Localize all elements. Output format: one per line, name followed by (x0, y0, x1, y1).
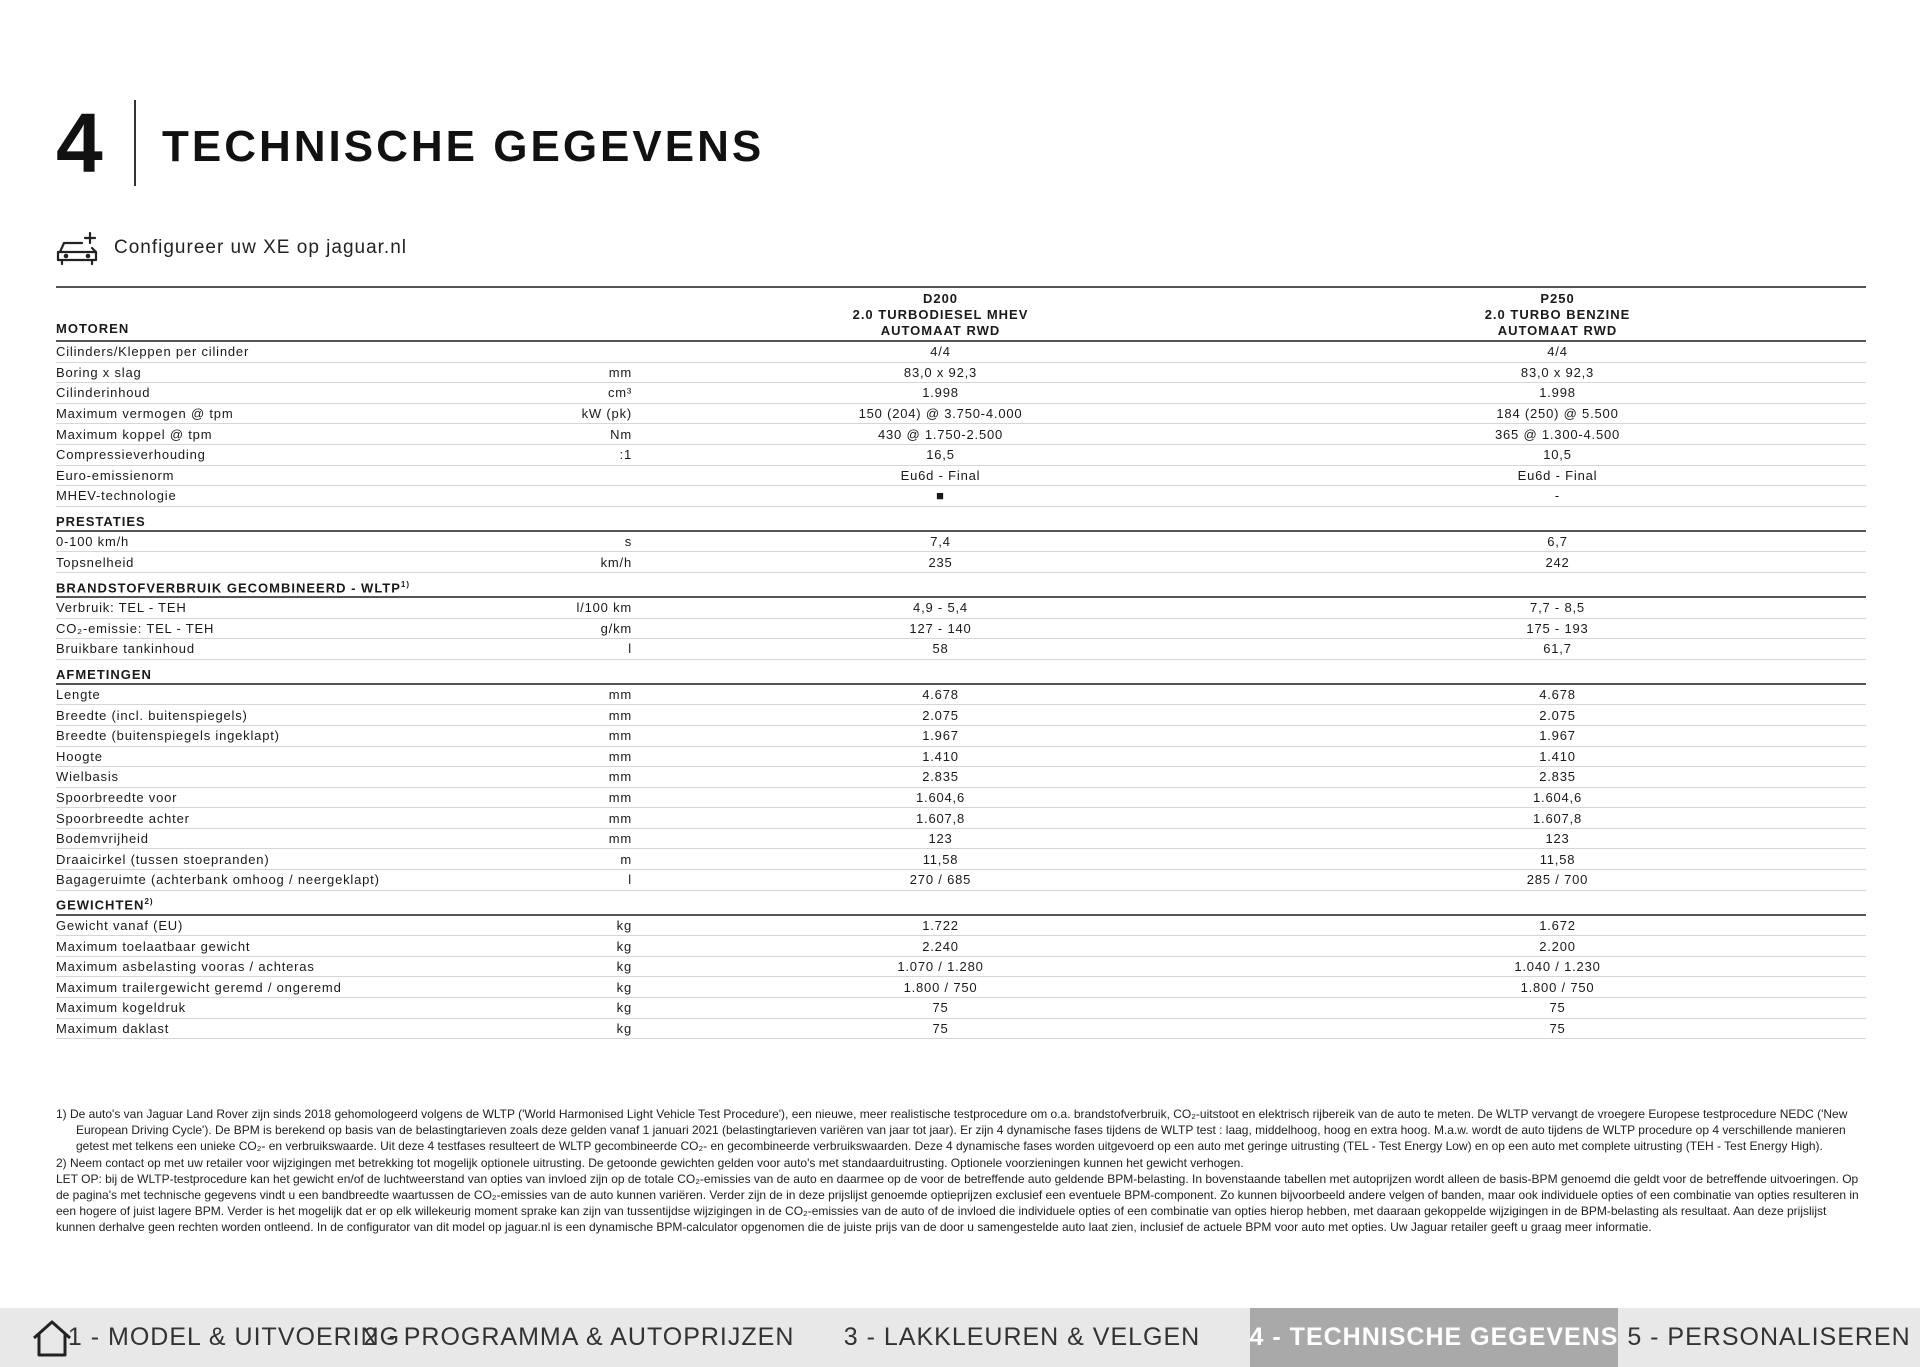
spec-value-p250: 10,5 (1543, 447, 1572, 463)
table-row (56, 383, 1866, 404)
spec-label: Maximum asbelasting vooras / achteras (56, 959, 315, 975)
spec-value-p250: 123 (1545, 831, 1570, 847)
spec-label: Lengte (56, 687, 101, 703)
spec-value-p250: 2.835 (1539, 769, 1576, 785)
table-row (56, 598, 1866, 619)
header-divider (134, 100, 136, 186)
column-header-line: AUTOMAAT RWD (1497, 323, 1618, 338)
spec-value-d200: ■ (936, 488, 945, 504)
table-row (56, 849, 1866, 870)
spec-label: Boring x slag (56, 364, 142, 380)
spec-label: Breedte (incl. buitenspiegels) (56, 707, 248, 723)
table-row (56, 445, 1866, 466)
spec-value-d200: 75 (932, 1020, 949, 1036)
section-number: 4 (56, 96, 103, 190)
spec-table-body (56, 342, 1866, 1039)
page-title: TECHNISCHE GEGEVENS (162, 122, 765, 171)
spec-table (56, 286, 1866, 1039)
section-title-text: GEWICHTEN (56, 897, 145, 913)
spec-value-p250: 1.998 (1539, 385, 1576, 401)
spec-value-p250: 365 @ 1.300-4.500 (1494, 426, 1621, 442)
spec-label: Draaicirkel (tussen stoepranden) (56, 851, 270, 867)
spec-value-p250: 11,58 (1539, 851, 1576, 867)
spec-value-d200: 2.240 (922, 938, 959, 954)
spec-value-d200: 1.410 (922, 748, 959, 764)
spec-label: MHEV-technologie (56, 488, 177, 504)
spec-value-p250: 285 / 700 (1526, 872, 1589, 888)
spec-value-d200: 1.967 (922, 728, 959, 744)
spec-unit: :1 (619, 447, 632, 463)
spec-value-p250: 184 (250) @ 5.500 (1496, 406, 1619, 422)
spec-table-header (56, 286, 1866, 342)
spec-unit: l (628, 872, 632, 888)
section-title (56, 580, 956, 595)
spec-value-d200: 4/4 (930, 344, 951, 360)
spec-value-p250: - (1554, 488, 1561, 504)
spec-value-p250: 75 (1549, 1020, 1566, 1036)
spec-value-d200: 123 (928, 831, 953, 847)
spec-value-p250: 2.200 (1539, 938, 1576, 954)
table-row (56, 552, 1866, 573)
nav-tab-model-uitvoering[interactable]: 1 - MODEL & UITVOERING (67, 1323, 401, 1351)
table-row (56, 957, 1866, 978)
bottom-navigation (0, 1308, 1920, 1367)
table-row (56, 685, 1866, 706)
spec-value-d200: 270 / 685 (909, 872, 972, 888)
spec-label: Cilinders/Kleppen per cilinder (56, 344, 250, 360)
table-row (56, 998, 1866, 1019)
spec-label: Euro-emissienorm (56, 467, 175, 483)
table-row (56, 1019, 1866, 1040)
section-title-text: PRESTATIES (56, 513, 146, 529)
table-row (56, 977, 1866, 998)
footnote-note: LET OP: bij de WLTP-testprocedure kan het gewicht en/of de luchtweerstand van opties van invloed zijn op de totale CO₂-emissies van de auto en daarmee op de voor de betreffende auto geldende BPM-belasting. In bovenstaande tabellen met autoprijzen wordt alleen de basis-BPM genoemd die geldt voor de betreffende uitvoeringen. Op de pagina's met technische gegevens vindt u een bandbreedte waartussen de CO₂-emissies van de auto kunnen variëren. Verder zijn de in deze prijslijst genoemde optieprijzen exclusief een eventuele BPM-component. Zo kunnen bijvoorbeeld andere velgen of banden, maar ook individuele opties of een combinatie van opties resulteren in een hogere of juist lagere BPM. Verder is het mogelijk dat er op elk willekeurig moment sprake kan zijn van tussentijdse wijzigingen in de CO₂-emissies van de auto of de invloed die individuele opties of een combinatie van opties hierop hebben, met daaraan gekoppelde wijzigingen in de BPM-belasting als resultaat. Aan deze prijslijst kunnen derhalve geen rechten worden ontleend. In de configurator van dit model op jaguar.nl is een dynamische BPM-calculator opgenomen die de juiste prijs van de door u samengestelde auto laat zien, inclusief de actuele BPM voor auto met opties. Uw Jaguar retailer geeft u graag meer informatie. (56, 1171, 1859, 1235)
spec-label: Gewicht vanaf (EU) (56, 917, 184, 933)
footnote-marker: 2) (144, 897, 154, 907)
spec-unit: mm (608, 831, 632, 847)
spec-value-p250: Eu6d - Final (1517, 467, 1598, 483)
table-row (56, 466, 1866, 487)
table-row (56, 639, 1866, 660)
column-header-p250 (1249, 291, 1866, 340)
spec-value-d200: 7,4 (930, 534, 951, 550)
table-row (56, 424, 1866, 445)
table-row (56, 916, 1866, 937)
spec-unit: kg (616, 979, 632, 995)
spec-label: Maximum koppel @ tpm (56, 426, 213, 442)
spec-unit: kg (616, 1020, 632, 1036)
table-row (56, 767, 1866, 788)
spec-unit: s (624, 534, 632, 550)
footnote-1: 1) De auto's van Jaguar Land Rover zijn sinds 2018 gehomologeerd volgens de WLTP ('World Harmonised Light Vehicle Test Procedure'), een nieuwe, meer realistische testprocedure om o.a. brandstofverbruik, CO₂-uitstoot en elektrisch rijbereik van de auto te meten. De WLTP vervangt de vroegere Europese testprocedure NEDC ('New European Driving Cycle'). De BPM is berekend op basis van de belastingtarieven zoals deze gelden vanaf 1 januari 2021 (belastingtarieven variëren van jaar tot jaar). Er zijn 4 dynamische fases tijdens de WLTP test : laag, middelhoog, hoog en extra hoog. M.a.w. wordt de auto tijdens de WLTP procedure op 4 verschillende manieren getest met telkens een unieke CO₂- en verbruikswaarde. Uit deze 4 testfases resulteert de WLTP gecombineerde CO₂- en gecombineerde verbruikswaarden. Deze 4 dynamische fases worden uitgevoerd op een auto met geringe uitrusting (TEL - Test Energy Low) en op een auto met complete uitrusting (TEH - Test Energy High). (56, 1107, 1848, 1154)
spec-value-d200: 1.998 (922, 385, 959, 401)
column-header-line: AUTOMAAT RWD (880, 323, 1001, 338)
spec-value-d200: 58 (932, 641, 949, 657)
spec-unit: mm (608, 707, 632, 723)
table-row (56, 936, 1866, 957)
spec-value-d200: 2.075 (922, 707, 959, 723)
spec-label: Maximum vermogen @ tpm (56, 406, 234, 422)
section-title-text: BRANDSTOFVERBRUIK GECOMBINEERD - WLTP (56, 579, 401, 595)
spec-unit: Nm (610, 426, 632, 442)
spec-value-d200: 1.722 (922, 917, 959, 933)
spec-value-d200: 127 - 140 (909, 620, 972, 636)
spec-value-d200: 75 (932, 1000, 949, 1016)
spec-value-d200: Eu6d - Final (900, 467, 981, 483)
spec-value-p250: 75 (1549, 1000, 1566, 1016)
spec-label: Topsnelheid (56, 554, 135, 570)
column-header-d200 (632, 291, 1249, 340)
spec-label: Maximum trailergewicht geremd / ongeremd (56, 979, 342, 995)
spec-unit: l/100 km (576, 600, 632, 616)
spec-unit: kW (pk) (581, 406, 632, 422)
column-header-line: 2.0 TURBO BENZINE (1484, 307, 1631, 322)
table-row (56, 363, 1866, 384)
table-row (56, 726, 1866, 747)
spec-unit: mm (608, 769, 632, 785)
table-row (56, 747, 1866, 768)
spec-unit: mm (608, 728, 632, 744)
spec-unit: km/h (600, 554, 632, 570)
section-header (56, 891, 1866, 916)
spec-label: Wielbasis (56, 769, 119, 785)
spec-label: Maximum toelaatbaar gewicht (56, 938, 251, 954)
spec-unit: mm (608, 687, 632, 703)
spec-label: Verbruik: TEL - TEH (56, 600, 187, 616)
section-header (56, 507, 1866, 532)
spec-value-p250: 1.604,6 (1533, 789, 1582, 805)
spec-label: Bodemvrijheid (56, 831, 149, 847)
spec-unit: mm (608, 789, 632, 805)
car-configure-icon (56, 230, 100, 266)
table-row (56, 619, 1866, 640)
spec-unit: kg (616, 917, 632, 933)
table-row (56, 705, 1866, 726)
section-title (56, 897, 956, 912)
spec-value-d200: 2.835 (922, 769, 959, 785)
spec-unit: cm³ (607, 385, 632, 401)
spec-label: Spoorbreedte voor (56, 789, 178, 805)
section-title (56, 514, 956, 529)
page-header (56, 96, 765, 190)
nav-tab-personaliseren[interactable]: 5 - PERSONALISEREN (1627, 1323, 1911, 1351)
spec-value-p250: 1.967 (1539, 728, 1576, 744)
spec-value-p250: 83,0 x 92,3 (1520, 364, 1595, 380)
section-header (56, 660, 1866, 685)
spec-value-d200: 1.800 / 750 (903, 979, 978, 995)
spec-value-d200: 83,0 x 92,3 (903, 364, 978, 380)
column-header-line: D200 (922, 291, 959, 306)
spec-value-p250: 1.672 (1539, 917, 1576, 933)
spec-label: Hoogte (56, 748, 103, 764)
spec-value-p250: 1.800 / 750 (1520, 979, 1595, 995)
spec-value-p250: 61,7 (1543, 641, 1572, 657)
table-row (56, 532, 1866, 553)
spec-unit: m (620, 851, 632, 867)
spec-value-p250: 2.075 (1539, 707, 1576, 723)
spec-unit: mm (608, 748, 632, 764)
spec-value-d200: 1.607,8 (916, 810, 965, 826)
spec-value-p250: 4/4 (1547, 344, 1568, 360)
nav-tab-technische-gegevens[interactable]: 4 - TECHNISCHE GEGEVENS (1250, 1308, 1618, 1367)
spec-unit: kg (616, 959, 632, 975)
spec-value-d200: 430 @ 1.750-2.500 (877, 426, 1004, 442)
spec-label: Breedte (buitenspiegels ingeklapt) (56, 728, 280, 744)
configure-link-text: Configureer uw XE op jaguar.nl (114, 237, 407, 258)
nav-tab-programma-autoprijzen[interactable]: 2 - PROGRAMMA & AUTOPRIJZEN (363, 1323, 795, 1351)
section-title-text: AFMETINGEN (56, 666, 152, 682)
table-row (56, 342, 1866, 363)
spec-value-d200: 235 (928, 554, 953, 570)
table-row (56, 808, 1866, 829)
table-row (56, 870, 1866, 891)
section-title-motoren: MOTOREN (56, 321, 130, 336)
spec-label: Maximum kogeldruk (56, 1000, 186, 1016)
configure-link[interactable] (56, 230, 407, 266)
footnote-marker: 1) (400, 579, 411, 589)
spec-label: Bagageruimte (achterbank omhoog / neergeklapt) (56, 872, 380, 888)
spec-value-p250: 1.040 / 1.230 (1514, 959, 1601, 975)
spec-label: Cilinderinhoud (56, 385, 151, 401)
section-title (56, 667, 956, 682)
spec-value-p250: 7,7 - 8,5 (1530, 600, 1585, 616)
spec-value-d200: 16,5 (926, 447, 955, 463)
column-header-line: 2.0 TURBODIESEL MHEV (852, 307, 1029, 322)
nav-tab-lakkleuren-velgen[interactable]: 3 - LAKKLEUREN & VELGEN (843, 1323, 1201, 1351)
spec-value-d200: 1.604,6 (916, 789, 965, 805)
spec-label: Maximum daklast (56, 1020, 170, 1036)
spec-value-p250: 242 (1545, 554, 1570, 570)
spec-value-d200: 4,9 - 5,4 (913, 600, 968, 616)
spec-value-p250: 175 - 193 (1526, 620, 1589, 636)
spec-unit: mm (608, 364, 632, 380)
table-row (56, 486, 1866, 507)
spec-value-p250: 1.607,8 (1533, 810, 1582, 826)
table-row (56, 788, 1866, 809)
spec-unit: g/km (600, 620, 632, 636)
spec-value-d200: 150 (204) @ 3.750-4.000 (858, 406, 1023, 422)
spec-label: Bruikbare tankinhoud (56, 641, 195, 657)
spec-value-d200: 11,58 (922, 851, 959, 867)
spec-unit: mm (608, 810, 632, 826)
spec-unit: kg (616, 938, 632, 954)
section-header (56, 573, 1866, 598)
spec-value-d200: 1.070 / 1.280 (897, 959, 984, 975)
table-row (56, 829, 1866, 850)
spec-value-d200: 4.678 (922, 687, 959, 703)
column-header-line: P250 (1540, 291, 1575, 306)
footnotes (56, 1106, 1866, 1236)
spec-value-p250: 4.678 (1539, 687, 1576, 703)
spec-unit: l (628, 641, 632, 657)
spec-label: CO₂-emissie: TEL - TEH (56, 620, 215, 636)
spec-value-p250: 6,7 (1547, 534, 1568, 550)
spec-label: Compressieverhouding (56, 447, 206, 463)
spec-label: 0-100 km/h (56, 534, 130, 550)
footnote-2: 2) Neem contact op met uw retailer voor wijzigingen met betrekking tot mogelijk optionele uitrusting. De getoonde gewichten gelden voor auto's met standaarduitrusting. Optionele voorzieningen kunnen het gewicht verhogen. (56, 1155, 1244, 1170)
spec-unit: kg (616, 1000, 632, 1016)
spec-label: Spoorbreedte achter (56, 810, 190, 826)
table-row (56, 404, 1866, 425)
spec-value-p250: 1.410 (1539, 748, 1576, 764)
